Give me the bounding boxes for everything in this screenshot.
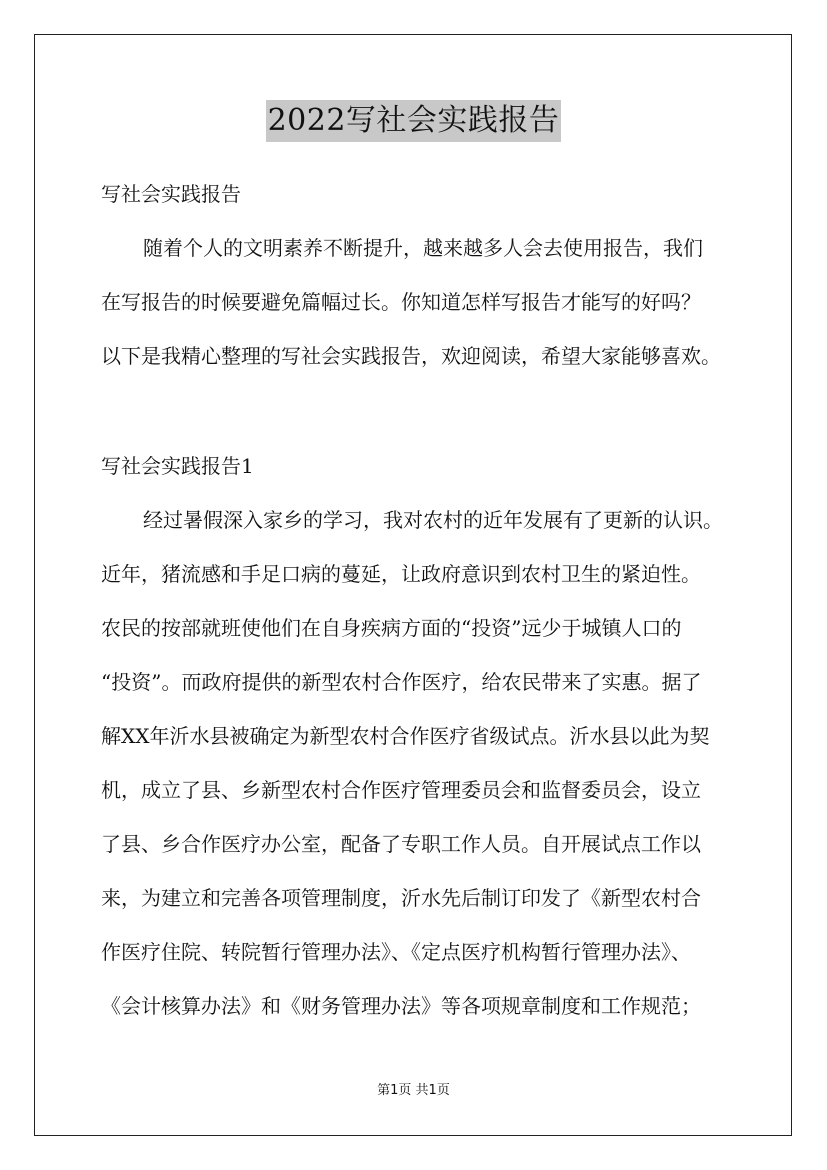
section1-line: 作医疗住院、转院暂行管理办法》、《定点医疗机构暂行管理办法》、 xyxy=(101,940,691,964)
intro-line: 以下是我精心整理的写社会实践报告，欢迎阅读，希望大家能够喜欢。 xyxy=(101,344,721,368)
document-subtitle: 写社会实践报告 xyxy=(101,182,241,206)
section1-line: 经过暑假深入家乡的学习，我对农村的近年发展有了更新的认识。 xyxy=(143,508,723,532)
section1-line: 农民的按部就班使他们在自身疾病方面的“投资”远少于城镇人口的 xyxy=(101,616,682,640)
section1-line: 《会计核算办法》和《财务管理办法》等各项规章制度和工作规范； xyxy=(101,994,701,1018)
section1-line: 来，为建立和完善各项管理制度，沂水先后制订印发了《新型农村合 xyxy=(101,886,701,910)
section1-line: 机，成立了县、乡新型农村合作医疗管理委员会和监督委员会，设立 xyxy=(101,778,701,802)
section1-line: 近年，猪流感和手足口病的蔓延，让政府意识到农村卫生的紧迫性。 xyxy=(101,562,701,586)
section1-heading: 写社会实践报告1 xyxy=(101,454,254,478)
document-title: 2022写社会实践报告 xyxy=(266,100,562,142)
title-container xyxy=(0,100,827,142)
page-footer: 第1页 共1页 xyxy=(377,1083,450,1098)
section1-line: “投资”。而政府提供的新型农村合作医疗，给农民带来了实惠。据了 xyxy=(101,670,702,694)
section1-line: 解XX年沂水县被确定为新型农村合作医疗省级试点。沂水县以此为契 xyxy=(101,724,710,748)
intro-line: 随着个人的文明素养不断提升，越来越多人会去使用报告，我们 xyxy=(143,236,703,260)
section1-line: 了县、乡合作医疗办公室，配备了专职工作人员。自开展试点工作以 xyxy=(101,832,701,856)
intro-line: 在写报告的时候要避免篇幅过长。你知道怎样写报告才能写的好吗？ xyxy=(101,290,701,314)
